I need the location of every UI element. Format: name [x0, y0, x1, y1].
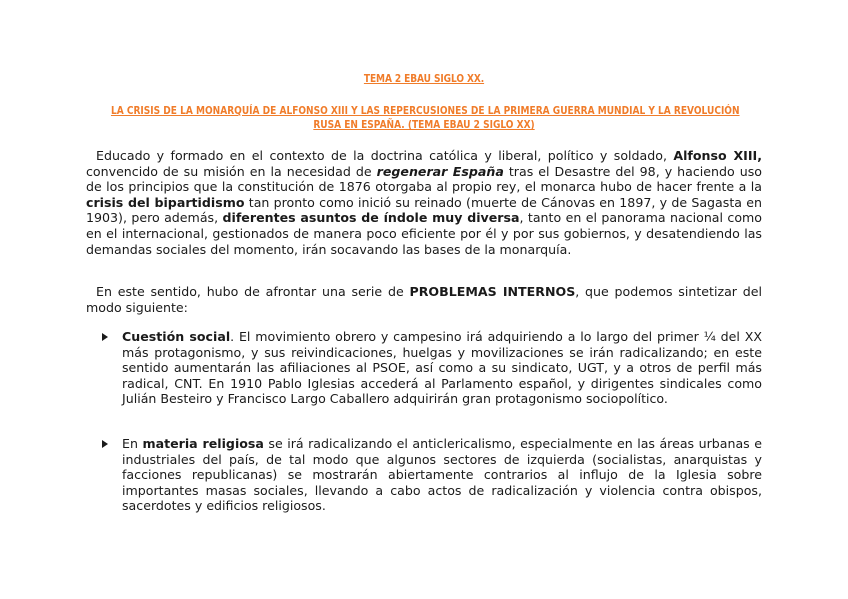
bold-text: Alfonso XIII, — [673, 148, 762, 163]
text: En — [122, 436, 143, 451]
arrow-bullet-icon — [102, 333, 108, 341]
document-title: TEMA 2 EBAU SIGLO XX. — [363, 73, 485, 85]
bold-text: diferentes asuntos de índole muy diversa — [222, 210, 520, 226]
list-item-text — [122, 329, 762, 407]
bold-text: materia religiosa — [142, 436, 264, 451]
text: convencido de su misión en la necesidad de — [86, 163, 377, 179]
paragraph-problems — [86, 284, 762, 315]
text: , tanto en el panorama nacional como en el internacional, gestionados de manera poco eficiente por él y por sus gobiernos, y desatendiendo las demandas sociales del momento, irán socavando las bases de la monarquía. — [86, 210, 763, 257]
bold-text: PROBLEMAS INTERNOS — [409, 284, 576, 299]
text: . El movimiento obrero y campesino irá adquiriendo a lo largo del primer ¼ del XX más protagonismo, y sus reivindicaciones, huelgas y movilizaciones se irán radicalizando; en este sentido aumentarán las afiliaciones al PSOE, así como a su sindicato, UGT, y a otros de perfil más radical, CNT. En 1910 Pablo Iglesias accederá al Parlamento español, y dirigentes sindicales como Julián Besteiro y Francisco Largo Caballero adquirirán gran protagonismo sociopolítico. — [122, 329, 762, 407]
text: Educado y formado en el contexto de la doctrina católica y liberal, político y soldado, — [96, 148, 674, 163]
paragraph-intro — [86, 148, 762, 257]
subtitle-line-1: LA CRISIS DE LA MONARQUÍA DE ALFONSO XIII Y LAS REPERCUSIONES DE LA PRIMERA GUERRA MUNDIAL Y LA REVOLUCIÓN — [110, 105, 740, 117]
list-item-text — [122, 436, 762, 514]
subtitle-line-2: RUSA EN ESPAÑA. (TEMA EBAU 2 SIGLO XX) — [313, 119, 535, 131]
bold-italic-text: regenerar España — [376, 163, 504, 179]
list-item-social — [104, 329, 762, 407]
document-subtitle — [60, 104, 788, 132]
bold-text: crisis del bipartidismo — [86, 194, 245, 210]
bold-text: Cuestión social — [122, 329, 231, 344]
arrow-bullet-icon — [102, 440, 108, 448]
text: tras el Desastre del 98, y haciendo uso de los principios que la constitución de 1876 otorgaba al propio rey, el monarca hubo de hacer frente a la — [86, 163, 762, 195]
text: tan pronto como inició su reinado (muerte de Cánovas en 1897, y de Sagasta en 1903), pero además, — [86, 194, 762, 226]
list-item-religion — [104, 436, 762, 514]
text: , que podemos sintetizar del modo siguiente: — [86, 284, 762, 315]
text: se irá radicalizando el anticlericalismo, especialmente en las áreas urbanas e industriales del país, de tal modo que algunos sectores de izquierda (socialistas, anarquistas y facciones republicanas) se mostrarán abiertamente contrarios al influjo de la Iglesia sobre importantes masas sociales, llevando a cabo actos de radicalización y violencia contra obispos, sacerdotes y edificios religiosos. — [122, 436, 762, 514]
text: En este sentido, hubo de afrontar una serie de — [96, 284, 410, 299]
